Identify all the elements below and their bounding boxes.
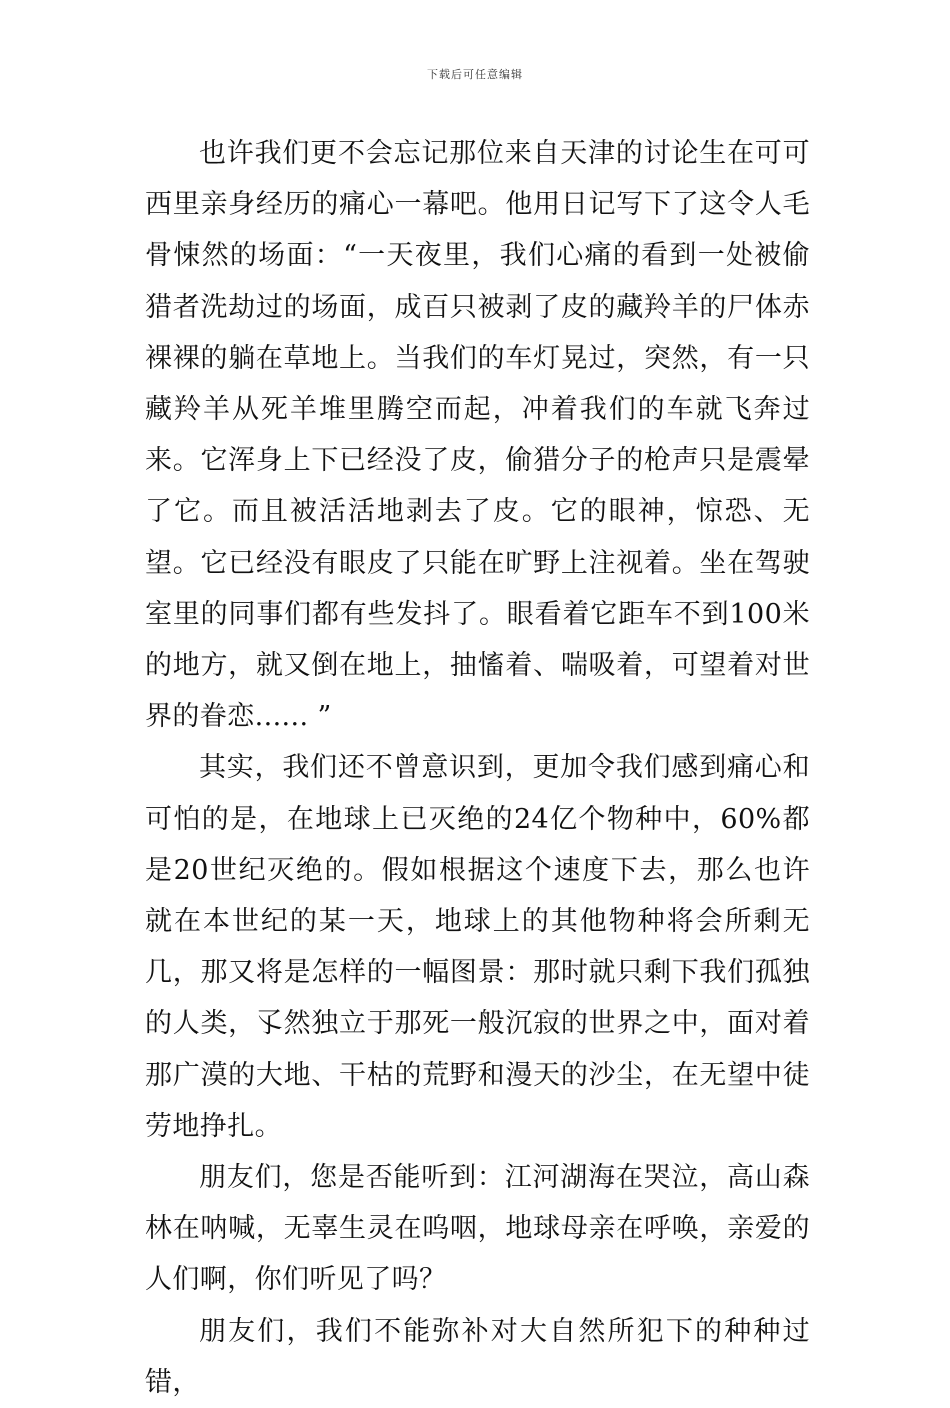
paragraph-4: 朋友们，我们不能弥补对大自然所犯下的种种过错， (145, 1315, 810, 1398)
page-header: 下载后可任意编辑 (427, 68, 523, 81)
document-body (145, 128, 810, 1408)
paragraph-3: 朋友们，您是否能听到：江河湖海在哭泣，高山森林在呐喊，无辜生灵在呜咽，地球母亲在呼唤，亲爱的人们啊，你们听见了吗？ (145, 1162, 810, 1296)
paragraph-2: 其实，我们还不曾意识到，更加令我们感到痛心和可怕的是，在地球上已灭绝的24亿个物种中，60%都是20世纪灭绝的。假如根据这个速度下去，那么也许就在本世纪的某一天，地球上的其他物种将会所剩无几，那又将是怎样的一幅图景：那时就只剩下我们孤独的人类，孓然独立于那死一般沉寂的世界之中，面对着那广漠的大地、干枯的荒野和漫天的沙尘，在无望中徒劳地挣扎。 (145, 752, 810, 1142)
paragraph-1: 也许我们更不会忘记那位来自天津的讨论生在可可西里亲身经历的痛心一幕吧。他用日记写下了这令人毛骨悚然的场面：“一天夜里，我们心痛的看到一处被偷猎者洗劫过的场面，成百只被剥了皮的藏羚羊的尸体赤裸裸的躺在草地上。当我们的车灯晃过，突然，有一只藏羚羊从死羊堆里腾空而起，冲着我们的车就飞奔过来。它浑身上下已经没了皮，偷猎分子的枪声只是震晕了它。而且被活活地剥去了皮。它的眼神，惊恐、无望。它已经没有眼皮了只能在旷野上注视着。坐在驾驶室里的同事们都有些发抖了。眼看着它距车不到100米的地方，就又倒在地上，抽慉着、喘吸着，可望着对世界的眷恋...... ” (145, 138, 810, 733)
